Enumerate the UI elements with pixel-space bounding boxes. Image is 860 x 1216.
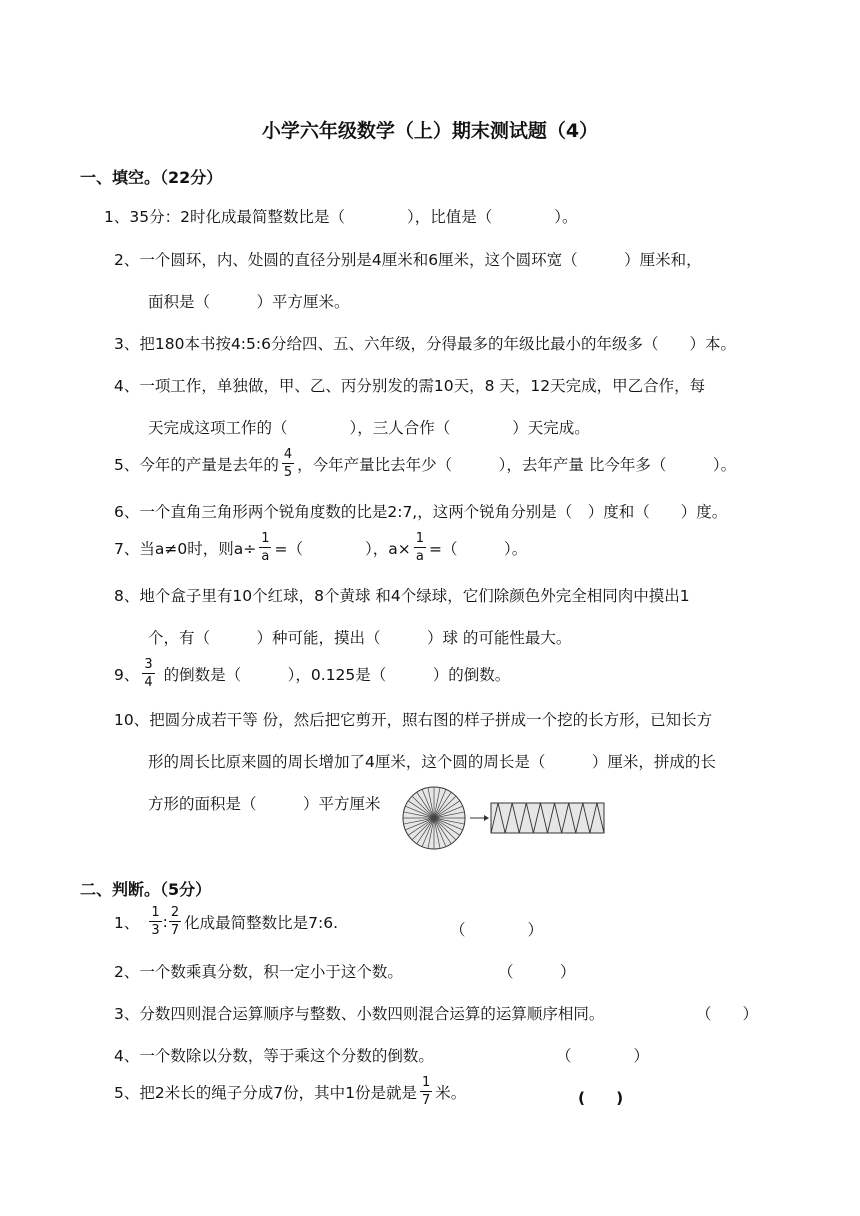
question-7-suffix: =（ ）。 — [429, 539, 528, 558]
question-2-line-2: 面积是（ ）平方厘米。 — [148, 293, 350, 311]
fraction-denominator: a — [261, 549, 270, 564]
fraction-1-3 — [149, 906, 161, 937]
section-1-heading: 一、填空。（22分） — [80, 168, 223, 187]
question-7-middle: =（ ），a× — [274, 539, 411, 558]
fraction-numerator: 3 — [144, 657, 153, 672]
question-5 — [114, 448, 736, 479]
question-5-prefix: 5、今年的产量是去年的 — [114, 455, 279, 474]
fraction-numerator: 1 — [421, 1075, 431, 1090]
section-2-heading: 二、判断。（5分） — [80, 880, 212, 899]
judgment-1-prefix: 1、 — [114, 913, 140, 932]
judgment-4-answer-blank[interactable]: （ ） — [556, 1047, 650, 1065]
fraction-numerator: 1 — [151, 905, 160, 920]
question-8-line-2: 个，有（ ）种可能，摸出（ ）球 的可能性最大。 — [148, 629, 572, 647]
fraction-denominator: 7 — [170, 923, 180, 938]
fraction-denominator: a — [415, 549, 424, 564]
fraction-1-a — [259, 532, 271, 563]
judgment-3: 3、分数四则混合运算顺序与整数、小数四则混合运算的运算顺序相同。 — [114, 1005, 605, 1023]
fraction-numerator: 1 — [415, 531, 424, 546]
divided-circle-icon — [403, 787, 465, 849]
question-4-line-2: 天完成这项工作的（ ），三人合作（ ）天完成。 — [148, 419, 590, 437]
question-7-prefix: 7、当a≠0时，则a÷ — [114, 539, 257, 558]
fraction-3-4 — [142, 658, 154, 689]
question-8-line-1: 8、地个盒子里有10个红球，8个黄球 和4个绿球，它们除颜色外完全相同肉中摸出1 — [114, 587, 690, 605]
judgment-2: 2、一个数乘真分数，积一定小于这个数。 — [114, 963, 403, 981]
fraction-numerator: 2 — [170, 905, 180, 920]
judgment-1 — [114, 906, 338, 937]
fraction-denominator: 5 — [283, 465, 293, 480]
question-4-line-1: 4、一项工作，单独做，甲、乙、丙分别发的需10天，8 天，12天完成，甲乙合作，每 — [114, 377, 706, 395]
judgment-5-prefix: 5、把2米长的绳子分成7份，其中1份是就是 — [114, 1083, 417, 1102]
circle-to-rectangle-figure — [400, 780, 610, 856]
judgment-4: 4、一个数除以分数，等于乘这个分数的倒数。 — [114, 1047, 434, 1065]
judgment-5 — [114, 1076, 466, 1107]
question-9 — [114, 658, 510, 689]
judgment-2-answer-blank[interactable]: （ ） — [498, 963, 576, 981]
fraction-denominator: 4 — [144, 675, 153, 690]
fraction-denominator: 3 — [151, 923, 160, 938]
question-7 — [114, 532, 527, 563]
fraction-1-7 — [420, 1076, 432, 1107]
judgment-5-answer-blank[interactable]: ( ) — [578, 1089, 624, 1107]
judgment-1-suffix: 化成最简整数比是7:6. — [184, 913, 339, 932]
fraction-numerator: 4 — [283, 447, 293, 462]
judgment-5-suffix: 米。 — [435, 1083, 467, 1102]
question-5-suffix: ，今年产量比去年少（ ），去年产量 比今年多（ ）。 — [297, 455, 737, 474]
question-9-prefix: 9、 — [114, 665, 140, 684]
question-6: 6、一个直角三角形两个锐角度数的比是2:7,，这两个锐角分别是（ ）度和（ ）度。 — [114, 503, 728, 521]
fraction-2-7 — [169, 906, 181, 937]
question-3: 3、把180本书按4:5:6分给四、五、六年级，分得最多的年级比最小的年级多（ ）本。 — [114, 335, 736, 353]
rectangle-strip-icon — [491, 803, 604, 833]
question-10-line-1: 10、把圆分成若干等 份，然后把它剪开，照右图的样子拼成一个挖的长方形，已知长方 — [114, 711, 713, 729]
arrow-right-icon — [470, 815, 489, 821]
question-2-line-1: 2、一个圆环，内、处圆的直径分别是4厘米和6厘米，这个圆环宽（ ）厘米和， — [114, 251, 702, 269]
ratio-colon: : — [162, 912, 168, 931]
page-title: 小学六年级数学（上）期末测试题（4） — [261, 120, 599, 142]
question-9-suffix: 的倒数是（ ），0.125是（ ）的倒数。 — [163, 665, 511, 684]
fraction-1-a-second — [414, 532, 426, 563]
judgment-1-answer-blank[interactable]: （ ） — [450, 921, 544, 939]
judgment-3-answer-blank[interactable]: （ ） — [696, 1005, 759, 1023]
question-10-line-2: 形的周长比原来圆的周长增加了4厘米，这个圆的周长是（ ）厘米，拼成的长 — [148, 753, 716, 771]
fraction-4-5 — [282, 448, 294, 479]
question-10-line-3: 方形的面积是（ ）平方厘米 — [148, 795, 381, 813]
question-1: 1、35分：2时化成最简整数比是（ ），比值是（ ）。 — [104, 208, 578, 226]
fraction-denominator: 7 — [421, 1093, 431, 1108]
fraction-numerator: 1 — [261, 531, 270, 546]
